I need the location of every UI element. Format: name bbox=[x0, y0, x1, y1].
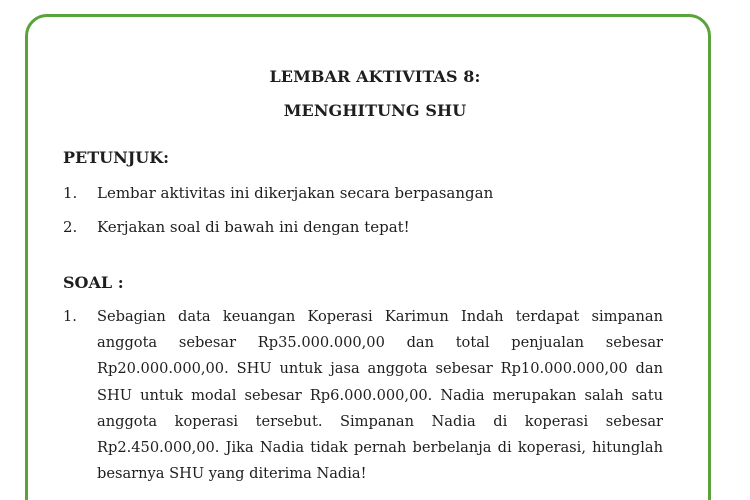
question-number: 1. bbox=[63, 308, 77, 325]
instructions-heading: PETUNJUK: bbox=[63, 148, 170, 167]
question-item bbox=[63, 304, 663, 487]
questions-heading: SOAL : bbox=[63, 273, 124, 292]
worksheet-subtitle: MENGHITUNG SHU bbox=[283, 101, 467, 120]
instruction-item bbox=[63, 214, 663, 240]
question-text: Sebagian data keuangan Koperasi Karimun Indah terdapat simpanan anggota sebesar Rp35.000.000,00 dan total penjualan sebesar Rp20.000.000,00. SHU untuk jasa anggota sebesar Rp10.000.000,00 dan SHU untuk modal sebesar Rp6.000.000,00. Nadia merupakan salah satu anggota koperasi tersebut. Simpanan Nadia di koperasi sebesar Rp2.450.000,00. Jika Nadia tidak pernah berbelanja di koperasi, hitunglah besarnya SHU yang diterima Nadia! bbox=[97, 308, 663, 483]
instruction-text: Lembar aktivitas ini dikerjakan secara berpasangan bbox=[97, 184, 494, 202]
instruction-text: Kerjakan soal di bawah ini dengan tepat! bbox=[97, 218, 410, 236]
instruction-item bbox=[63, 180, 663, 206]
instruction-number: 2. bbox=[63, 218, 78, 236]
instruction-number: 1. bbox=[63, 184, 78, 202]
worksheet-title: LEMBAR AKTIVITAS 8: bbox=[269, 67, 481, 86]
